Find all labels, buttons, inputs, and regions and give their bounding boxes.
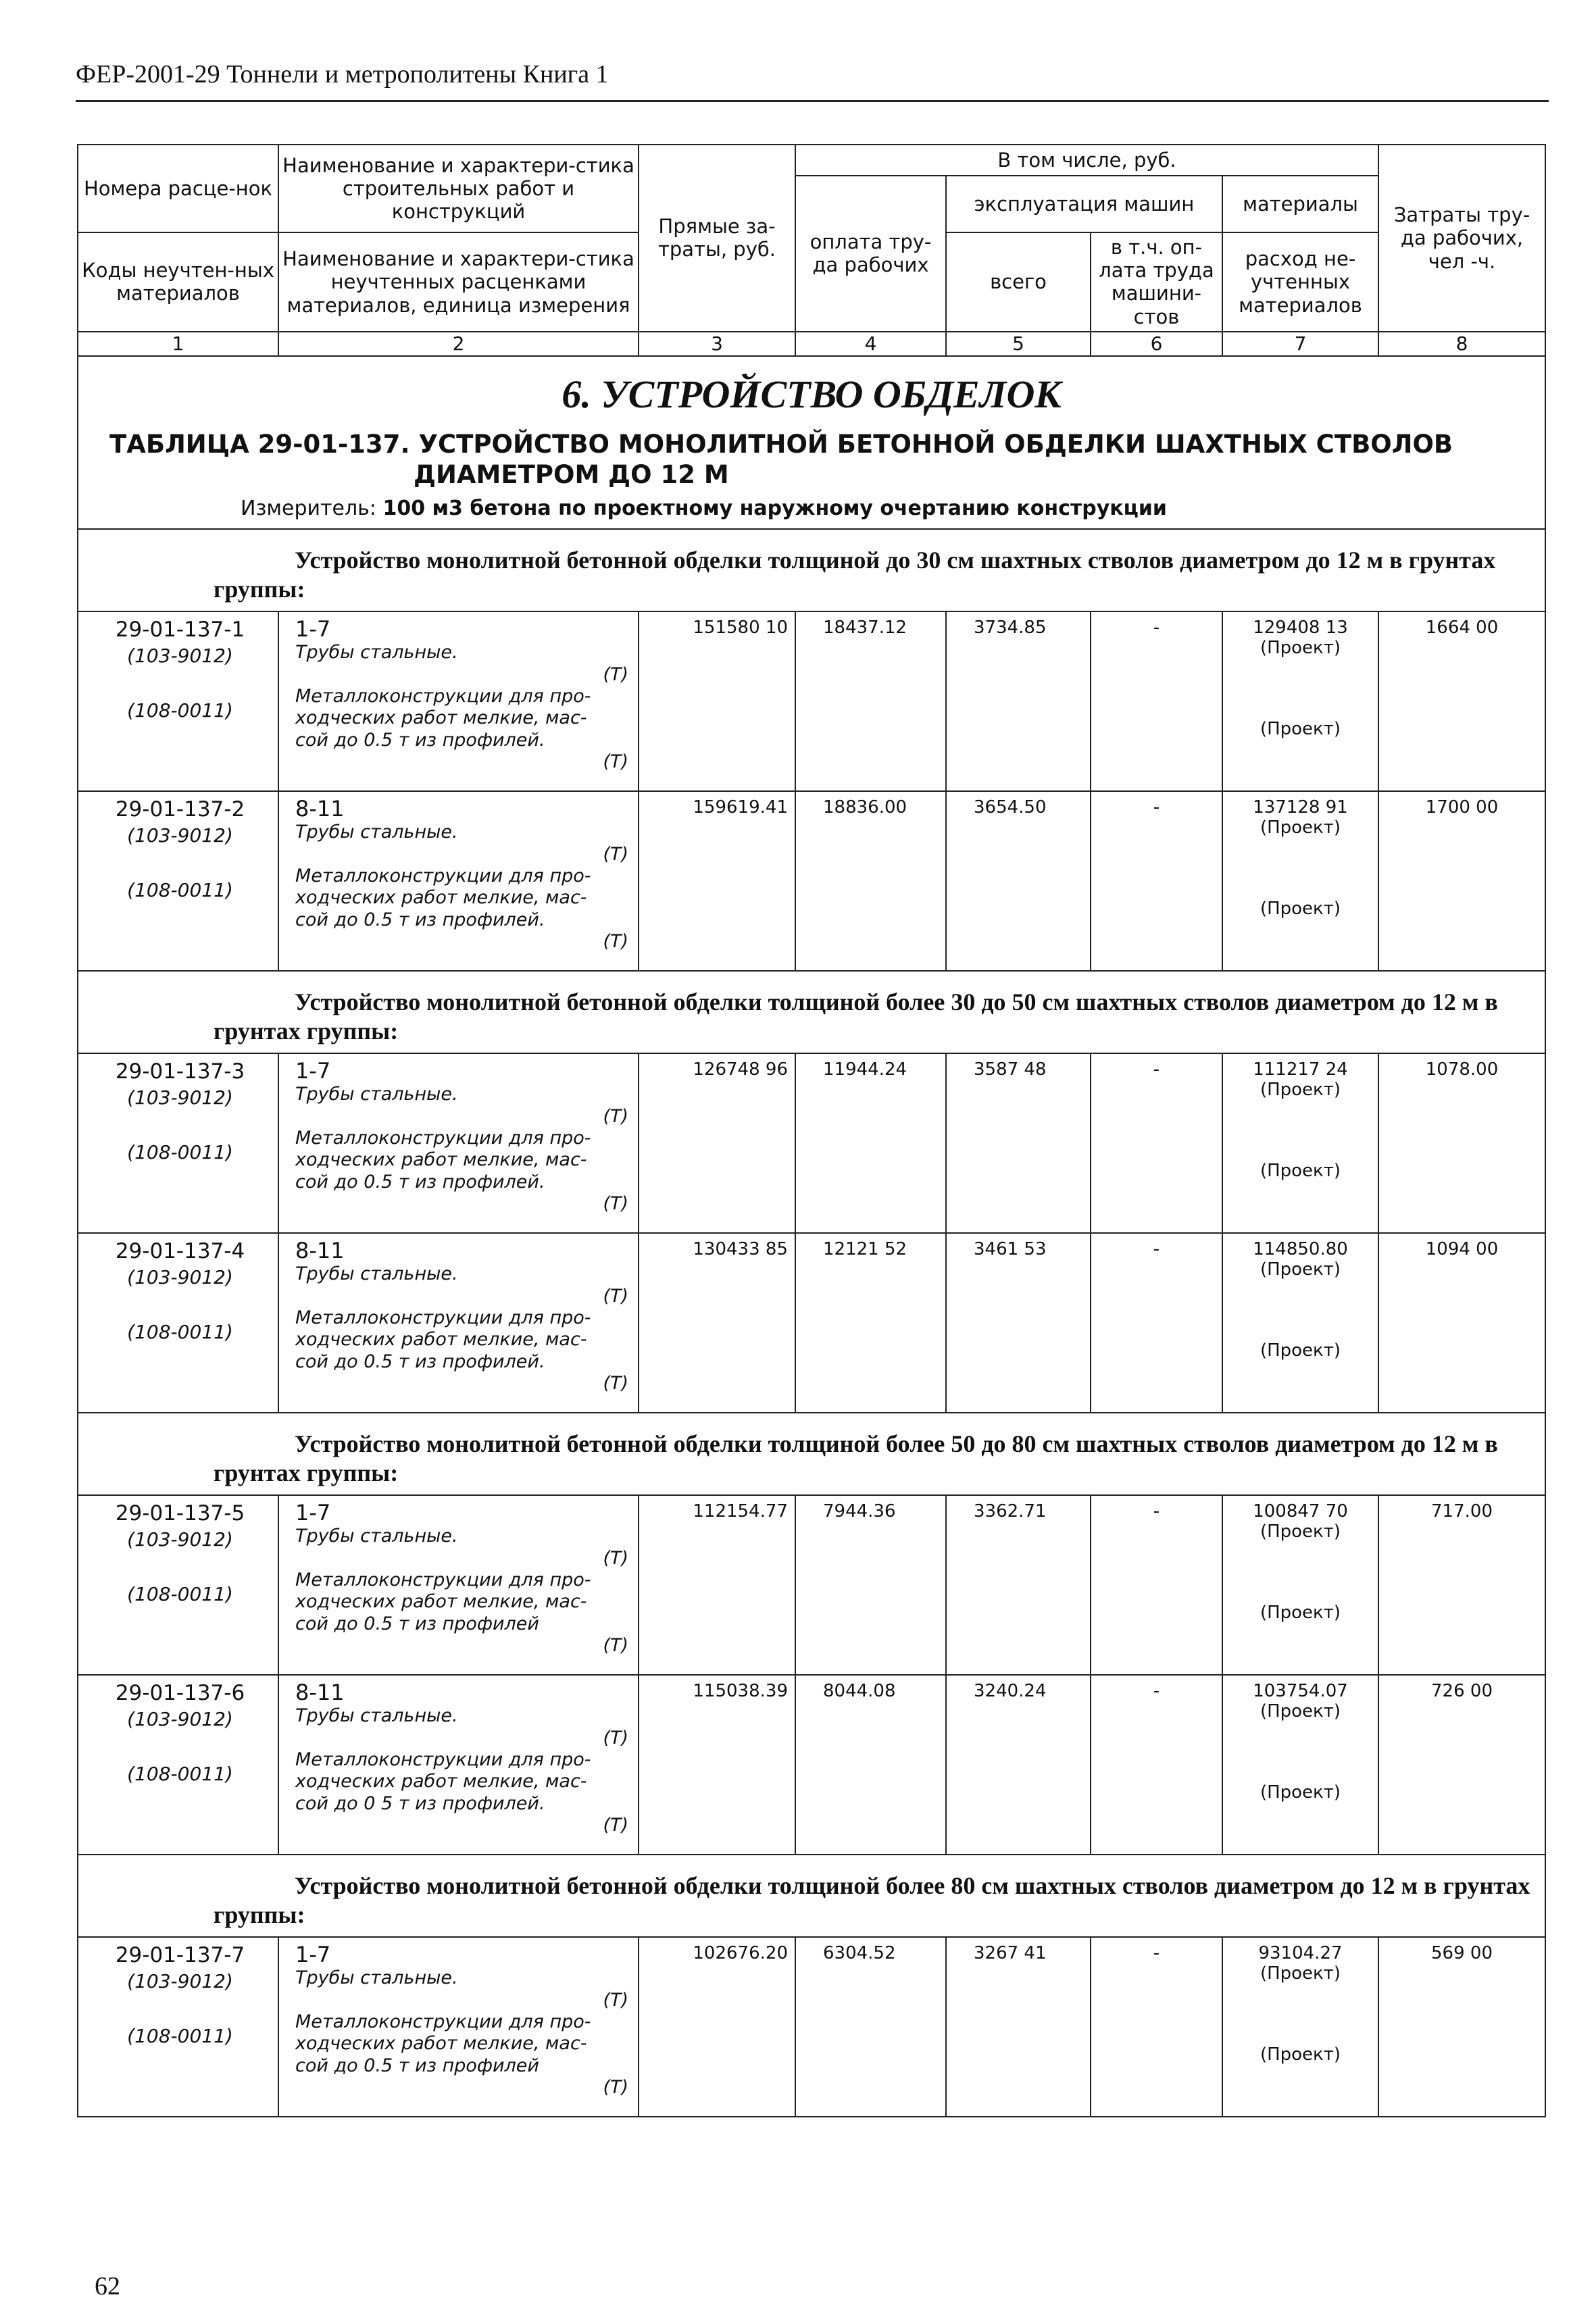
- material-code: (103-9012): [127, 1086, 233, 1109]
- type-marker: (Т): [603, 1547, 628, 1569]
- group-title: Устройство монолитной бетонной обделки толщиной более 30 до 50 см шахтных стволов диаметром до 12 м в грунтах группы:: [214, 988, 1498, 1045]
- column-number: 4: [795, 332, 946, 356]
- material-code: (108-0011): [127, 879, 233, 902]
- materials-cell: [1222, 791, 1378, 971]
- column-number: 5: [946, 332, 1091, 356]
- soil-group-range: 1-7: [295, 1058, 331, 1084]
- material-code: (103-9012): [127, 1970, 233, 1993]
- material-code: (103-9012): [127, 1528, 233, 1551]
- material-name: Трубы стальные.: [295, 642, 458, 663]
- soil-group-range: 1-7: [295, 1942, 331, 1968]
- machines-header: эксплуатация машин: [946, 176, 1222, 232]
- col1-top-header: Номера расце-нок: [78, 145, 278, 232]
- rate-code-cell: [78, 1233, 278, 1413]
- project-note: (Проект): [1260, 1521, 1341, 1542]
- type-marker: (Т): [603, 1193, 628, 1215]
- material-name: Металлоконструкции для про-: [295, 2011, 591, 2032]
- labor-pay: 18836.00: [795, 791, 946, 971]
- col2-top-header: Наименование и характери-стика строительных работ и конструкций: [278, 145, 639, 232]
- materials-cell: [1222, 1495, 1378, 1675]
- project-note: (Проект): [1260, 2044, 1341, 2065]
- material-name: ходческих работ мелкие, мас-: [295, 1329, 587, 1351]
- group-title: Устройство монолитной бетонной обделки толщиной до 30 см шахтных стволов диаметром до 12 м в грунтах группы:: [214, 547, 1496, 603]
- material-name: ходческих работ мелкие, мас-: [295, 1149, 587, 1171]
- machine-total: 3362.71: [946, 1495, 1091, 1675]
- machinist-pay: -: [1091, 1233, 1222, 1413]
- soil-group-range: 8-11: [295, 1680, 345, 1706]
- material-code: (108-0011): [127, 1321, 233, 1344]
- machinist-pay: -: [1091, 791, 1222, 971]
- direct-costs: 102676.20: [639, 1937, 795, 2117]
- group-title-cell: [78, 529, 1545, 611]
- machine-total: 3240.24: [946, 1675, 1091, 1855]
- soil-group-range: 8-11: [295, 796, 345, 822]
- col8-header: Затраты тру-да рабочих, чел -ч.: [1378, 145, 1545, 332]
- material-name: Металлоконструкции для про-: [295, 865, 591, 886]
- group-title: Устройство монолитной бетонной обделки толщиной более 50 до 80 см шахтных стволов диаметром до 12 м в грунтах группы:: [214, 1430, 1498, 1487]
- table-row: [78, 1053, 1545, 1233]
- description-cell: [278, 1495, 639, 1675]
- material-code: (103-9012): [127, 645, 233, 668]
- material-code: (103-9012): [127, 1708, 233, 1731]
- materials-value: 103754.07: [1253, 1681, 1348, 1702]
- direct-costs: 126748 96: [639, 1053, 795, 1233]
- group-title-cell: [78, 1855, 1545, 1937]
- material-code: (108-0011): [127, 1141, 233, 1164]
- type-marker: (Т): [603, 1285, 628, 1307]
- project-note: (Проект): [1260, 1782, 1341, 1803]
- type-marker: (Т): [603, 843, 628, 865]
- machinist-pay: -: [1091, 611, 1222, 791]
- group-title-row: [78, 1413, 1545, 1495]
- col1-bottom-header: Коды неучтен-ных материалов: [78, 232, 278, 332]
- column-number: 2: [278, 332, 639, 356]
- group-title-cell: [78, 1413, 1545, 1495]
- material-name: сой до 0.5 т из профилей: [295, 1613, 539, 1634]
- material-code: (108-0011): [127, 2025, 233, 2048]
- soil-group-range: 1-7: [295, 616, 331, 643]
- material-name: ходческих работ мелкие, мас-: [295, 1591, 587, 1613]
- rates-table: [77, 144, 1546, 2117]
- rate-code-cell: [78, 611, 278, 791]
- project-note: (Проект): [1260, 638, 1341, 659]
- project-note: (Проект): [1260, 899, 1341, 920]
- group-title-cell: [78, 971, 1545, 1053]
- column-number: 7: [1222, 332, 1378, 356]
- rate-code: 29-01-137-6: [115, 1681, 245, 1706]
- materials-cell: [1222, 1233, 1378, 1413]
- table-row: [78, 791, 1545, 971]
- labor-pay: 8044.08: [795, 1675, 946, 1855]
- direct-costs: 115038.39: [639, 1675, 795, 1855]
- labor-pay: 11944.24: [795, 1053, 946, 1233]
- materials-value: 111217 24: [1253, 1059, 1348, 1080]
- col2-bottom-header: Наименование и характери-стика неучтенных расценками материалов, единица измерения: [278, 232, 639, 332]
- including-header: В том числе, руб.: [795, 145, 1378, 176]
- table-row: [78, 1233, 1545, 1413]
- project-note: (Проект): [1260, 1963, 1341, 1984]
- group-title-row: [78, 529, 1545, 611]
- machinist-pay: -: [1091, 1937, 1222, 2117]
- labor-hours: 1700 00: [1378, 791, 1545, 971]
- rate-code-cell: [78, 791, 278, 971]
- materials-cell: [1222, 1053, 1378, 1233]
- direct-costs: 151580 10: [639, 611, 795, 791]
- project-note: (Проект): [1260, 719, 1341, 740]
- running-header: ФЕР-2001-29 Тоннели и метрополитены Книга 1: [76, 60, 609, 89]
- material-code: (103-9012): [127, 1266, 233, 1289]
- material-name: Металлоконструкции для про-: [295, 685, 591, 707]
- rate-code: 29-01-137-2: [115, 797, 245, 822]
- column-number: 6: [1091, 332, 1222, 356]
- group-title-row: [78, 1855, 1545, 1937]
- measure-label: Измеритель:: [241, 497, 376, 521]
- machinist-pay: -: [1091, 1053, 1222, 1233]
- materials-cell: [1222, 611, 1378, 791]
- measure-line: [241, 497, 1545, 520]
- material-name: Трубы стальные.: [295, 1705, 458, 1727]
- materials-header: материалы: [1222, 176, 1378, 232]
- labor-pay: 7944.36: [795, 1495, 946, 1675]
- table-row: [78, 611, 1545, 791]
- section-title: 6. УСТРОЙСТВО ОБДЕЛОК: [562, 372, 1062, 416]
- materials-value: 93104.27: [1258, 1943, 1343, 1964]
- labor-pay: 18437.12: [795, 611, 946, 791]
- table-title-line-1: ТАБЛИЦА 29-01-137. УСТРОЙСТВО МОНОЛИТНОЙ БЕТОННОЙ ОБДЕЛКИ ШАХТНЫХ СТВОЛОВ: [109, 429, 1453, 459]
- group-title: Устройство монолитной бетонной обделки толщиной более 80 см шахтных стволов диаметром до 12 м в грунтах группы:: [214, 1872, 1530, 1929]
- machinist-pay: -: [1091, 1495, 1222, 1675]
- direct-costs: 130433 85: [639, 1233, 795, 1413]
- machine-total: 3267 41: [946, 1937, 1091, 2117]
- material-name: Металлоконструкции для про-: [295, 1749, 591, 1770]
- description-cell: [278, 611, 639, 791]
- soil-group-range: 8-11: [295, 1238, 345, 1264]
- material-name: сой до 0.5 т из профилей.: [295, 1351, 545, 1372]
- type-marker: (Т): [603, 2077, 628, 2098]
- project-note: (Проект): [1260, 1603, 1341, 1624]
- rate-code-cell: [78, 1495, 278, 1675]
- labor-hours: 717.00: [1378, 1495, 1545, 1675]
- materials-cell: [1222, 1937, 1378, 2117]
- project-note: (Проект): [1260, 818, 1341, 838]
- material-code: (108-0011): [127, 1583, 233, 1606]
- material-name: Металлоконструкции для про-: [295, 1127, 591, 1149]
- project-note: (Проект): [1260, 1340, 1341, 1361]
- column-numbers-row: [78, 332, 1545, 356]
- table-row: [78, 1937, 1545, 2117]
- project-note: (Проект): [1260, 1161, 1341, 1182]
- material-name: Трубы стальные.: [295, 1967, 458, 1989]
- description-cell: [278, 791, 639, 971]
- type-marker: (Т): [603, 1815, 628, 1836]
- material-name: ходческих работ мелкие, мас-: [295, 1771, 587, 1792]
- description-cell: [278, 1675, 639, 1855]
- material-name: ходческих работ мелкие, мас-: [295, 707, 587, 729]
- material-name: Трубы стальные.: [295, 1526, 458, 1547]
- rate-code: 29-01-137-4: [115, 1239, 245, 1264]
- material-name: Металлоконструкции для про-: [295, 1569, 591, 1590]
- type-marker: (Т): [603, 1727, 628, 1749]
- column-number: 8: [1378, 332, 1545, 356]
- type-marker: (Т): [603, 1989, 628, 2011]
- table-title-line-2: ДИАМЕТРОМ ДО 12 М: [414, 460, 729, 489]
- labor-pay: 12121 52: [795, 1233, 946, 1413]
- col3-header: Прямые за-траты, руб.: [639, 145, 795, 332]
- col5-header: всего: [946, 232, 1091, 332]
- type-marker: (Т): [603, 931, 628, 953]
- material-name: ходческих работ мелкие, мас-: [295, 2033, 587, 2055]
- project-note: (Проект): [1260, 1701, 1341, 1722]
- type-marker: (Т): [603, 1373, 628, 1394]
- rate-code-cell: [78, 1053, 278, 1233]
- labor-hours: 1078.00: [1378, 1053, 1545, 1233]
- material-name: Трубы стальные.: [295, 1263, 458, 1285]
- materials-value: 129408 13: [1253, 618, 1348, 638]
- machinist-pay: -: [1091, 1675, 1222, 1855]
- materials-value: 137128 91: [1253, 797, 1348, 818]
- direct-costs: 159619.41: [639, 791, 795, 971]
- section-header-cell: [78, 356, 1545, 529]
- table-title: [109, 429, 1545, 490]
- material-name: Металлоконструкции для про-: [295, 1307, 591, 1328]
- material-code: (108-0011): [127, 699, 233, 722]
- description-cell: [278, 1937, 639, 2117]
- rate-code: 29-01-137-1: [115, 618, 245, 643]
- header-rule: [76, 100, 1549, 102]
- material-code: (108-0011): [127, 1763, 233, 1786]
- description-cell: [278, 1053, 639, 1233]
- material-name: сой до 0.5 т из профилей.: [295, 909, 545, 930]
- column-number: 3: [639, 332, 795, 356]
- machine-total: 3461 53: [946, 1233, 1091, 1413]
- description-cell: [278, 1233, 639, 1413]
- material-name: Трубы стальные.: [295, 1084, 458, 1105]
- rate-code: 29-01-137-7: [115, 1943, 245, 1968]
- machine-total: 3587 48: [946, 1053, 1091, 1233]
- material-name: Трубы стальные.: [295, 822, 458, 843]
- rate-code-cell: [78, 1937, 278, 2117]
- labor-hours: 1094 00: [1378, 1233, 1545, 1413]
- table-row: [78, 1495, 1545, 1675]
- materials-cell: [1222, 1675, 1378, 1855]
- labor-hours: 1664 00: [1378, 611, 1545, 791]
- col4-header: оплата тру-да рабочих: [795, 176, 946, 332]
- labor-pay: 6304.52: [795, 1937, 946, 2117]
- soil-group-range: 1-7: [295, 1500, 331, 1526]
- measure-value: 100 м3 бетона по проектному наружному очертанию конструкции: [382, 497, 1167, 521]
- rate-code: 29-01-137-5: [115, 1501, 245, 1526]
- rate-code-cell: [78, 1675, 278, 1855]
- machine-total: 3654.50: [946, 791, 1091, 971]
- column-number: 1: [78, 332, 278, 356]
- material-name: сой до 0.5 т из профилей: [295, 2055, 539, 2076]
- page-number: 62: [95, 2272, 120, 2300]
- direct-costs: 112154.77: [639, 1495, 795, 1675]
- col6-header: в т.ч. оп-лата труда машини-стов: [1091, 232, 1222, 332]
- machine-total: 3734.85: [946, 611, 1091, 791]
- material-code: (103-9012): [127, 824, 233, 847]
- type-marker: (Т): [603, 751, 628, 773]
- type-marker: (Т): [603, 1635, 628, 1657]
- col7-header: расход не-учтенных материалов: [1222, 232, 1378, 332]
- type-marker: (Т): [603, 1105, 628, 1127]
- labor-hours: 569 00: [1378, 1937, 1545, 2117]
- materials-value: 100847 70: [1253, 1501, 1348, 1522]
- table-row: [78, 1675, 1545, 1855]
- material-name: сой до 0.5 т из профилей.: [295, 729, 545, 751]
- group-title-row: [78, 971, 1545, 1053]
- rate-code: 29-01-137-3: [115, 1059, 245, 1084]
- labor-hours: 726 00: [1378, 1675, 1545, 1855]
- material-name: сой до 0.5 т из профилей.: [295, 1171, 545, 1192]
- project-note: (Проект): [1260, 1259, 1341, 1280]
- type-marker: (Т): [603, 663, 628, 685]
- material-name: ходческих работ мелкие, мас-: [295, 887, 587, 909]
- material-name: сой до 0 5 т из профилей.: [295, 1792, 545, 1814]
- project-note: (Проект): [1260, 1080, 1341, 1101]
- materials-value: 114850.80: [1253, 1239, 1348, 1260]
